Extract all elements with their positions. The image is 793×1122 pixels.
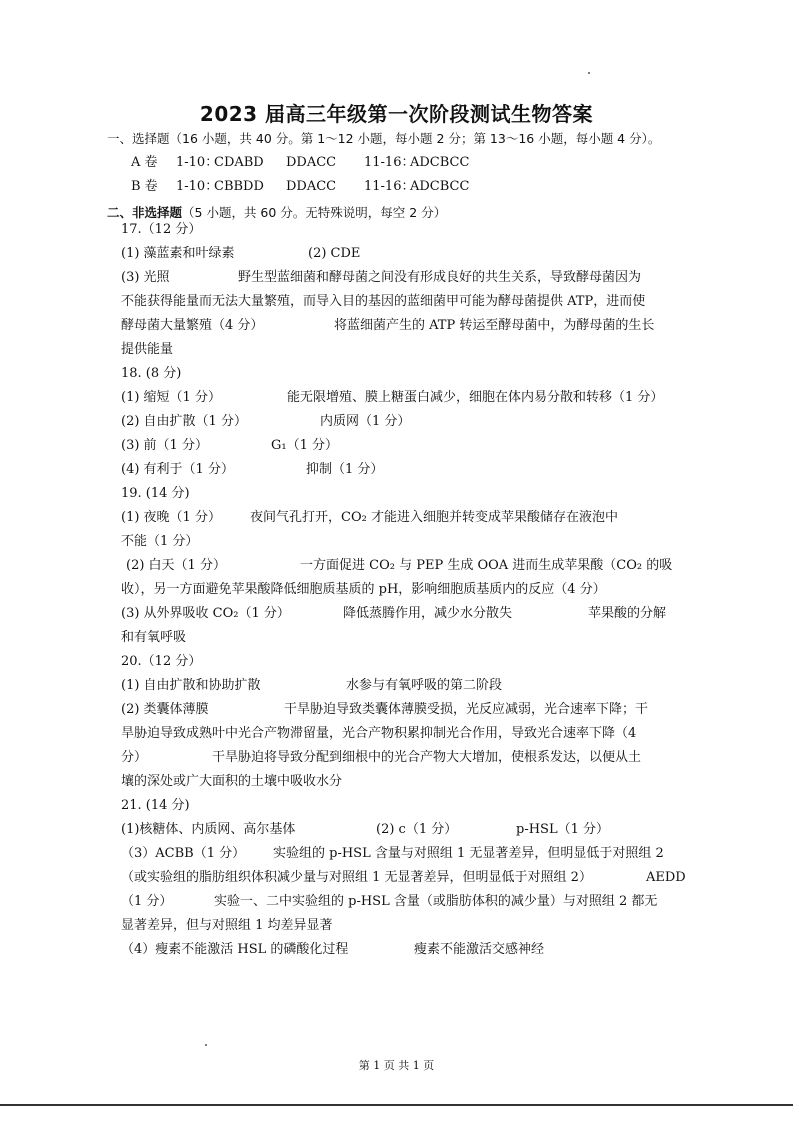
q18-answer-3a: (3) 前（1 分） — [121, 438, 208, 453]
q21-answer-3b: 实验组的 p-HSL 含量与对照组 1 无显著差异，但明显低于对照组 2 — [273, 846, 664, 861]
answer-b-set3: ADCBCC — [410, 179, 470, 194]
q20-header: 20.（12 分） — [121, 654, 202, 669]
q19-answer-1a: (1) 夜晚（1 分） — [121, 510, 221, 525]
q19-answer-2a: (2) 白天（1 分） — [126, 558, 226, 573]
section2-heading — [107, 205, 446, 221]
q18-answer-2a: (2) 自由扩散（1 分） — [121, 414, 247, 429]
q21-answer-3a: （3）ACBB（1 分） — [121, 846, 246, 861]
q20-answer-2a: (2) 类囊体薄膜 — [121, 702, 209, 717]
q17-line-4a: 酵母菌大量繁殖（4 分） — [121, 318, 264, 333]
q17-answer-3b: 野生型蓝细菌和酵母菌之间没有形成良好的共生关系，导致酵母菌因为 — [238, 270, 642, 285]
section1-heading — [107, 131, 660, 147]
q20-answer-2c: 干旱胁迫将导致分配到细根中的光合产物大大增加，使根系发达，以便从土 — [212, 750, 642, 765]
q19-answer-3c: 苹果酸的分解 — [588, 606, 667, 621]
answer-b-set2: DDACC — [286, 179, 337, 194]
bottom-rule — [0, 1104, 793, 1106]
q21-line-3b: AEDD — [646, 870, 686, 885]
q21-answer-2b: p-HSL（1 分） — [516, 822, 609, 837]
section2-heading-rest: （5 小题，共 60 分。无特殊说明，每空 2 分） — [182, 205, 447, 220]
q19-line-6: 和有氧呼吸 — [121, 630, 187, 645]
speck-mark — [588, 72, 590, 74]
q17-answer-2: (2) CDE — [308, 246, 361, 261]
q20-answer-1b: 水参与有氧呼吸的第二阶段 — [346, 678, 503, 693]
q18-answer-1b: 能无限增殖、膜上糖蛋白减少，细胞在体内易分散和转移（1 分） — [287, 390, 664, 405]
paper-a-label: A 卷 — [131, 155, 158, 170]
q17-line-4b: 将蓝细菌产生的 ATP 转运至酵母菌中，为酵母菌的生长 — [334, 318, 655, 333]
answer-a-range1: 1-10： — [176, 155, 219, 170]
q17-answer-3a: (3) 光照 — [121, 270, 170, 285]
q19-answer-3b: 降低蒸腾作用，减少水分散失 — [343, 606, 513, 621]
answer-b-range2: 11-16： — [364, 179, 415, 194]
q21-line-5: 显著差异，但与对照组 1 均差异显著 — [121, 918, 333, 933]
q17-line-3: 不能获得能量而无法大量繁殖，而导入目的基因的蓝细菌甲可能为酵母菌提供 ATP，进而使 — [121, 294, 646, 309]
q18-answer-4a: (4) 有利于（1 分） — [121, 462, 234, 477]
answer-row-b — [131, 179, 158, 195]
q18-answer-2b: 内质网（1 分） — [320, 414, 411, 429]
answer-b-set1: CBBDD — [214, 179, 264, 194]
q19-answer-3a: (3) 从外界吸收 CO₂（1 分） — [121, 606, 290, 621]
q21-line-3a: （或实验组的脂肪组织体积减少量与对照组 1 无显著差异，但明显低于对照组 2） — [121, 870, 592, 885]
q19-line-2: 不能（1 分） — [121, 534, 199, 549]
q19-line-4: 收），另一方面避免苹果酸降低细胞质基质的 pH，影响细胞质基质内的反应（4 分） — [121, 582, 606, 597]
page-title: 2023 届高三年级第一次阶段测试生物答案 — [199, 102, 594, 126]
page-footer: 第 1 页 共 1 页 — [358, 1059, 435, 1072]
q18-answer-3b: G₁（1 分） — [271, 438, 338, 453]
answer-a-set3: ADCBCC — [410, 155, 470, 170]
q20-answer-1a: (1) 自由扩散和协助扩散 — [121, 678, 261, 693]
section2-heading-label: 二、非选择题 — [107, 205, 183, 220]
section1-heading-label: 一、选择题 — [107, 131, 170, 146]
answer-row-a — [131, 155, 158, 171]
q19-answer-1b: 夜间气孔打开，CO₂ 才能进入细胞并转变成苹果酸储存在液泡中 — [250, 510, 618, 525]
q20-line-3: 旱胁迫导致成熟叶中光合产物滞留量，光合产物积累抑制光合作用，导致光合速率下降（4 — [121, 726, 637, 741]
q19-header: 19. (14 分) — [121, 486, 190, 501]
q17-answer-1: (1) 藻蓝素和叶绿素 — [121, 246, 235, 261]
q21-line-4a: （1 分） — [121, 894, 173, 909]
answer-b-range1: 1-10： — [176, 179, 219, 194]
section1-heading-rest: （16 小题，共 40 分。第 1～12 小题，每小题 2 分；第 13～16 小题，每小题 4 分）。 — [169, 131, 661, 146]
q20-line-4a: 分） — [121, 750, 148, 765]
q21-header: 21. (14 分) — [121, 798, 190, 813]
q21-answer-4b: 瘦素不能激活交感神经 — [414, 942, 545, 957]
q18-header: 18. (8 分) — [121, 366, 182, 381]
q21-answer-4a: （4）瘦素不能激活 HSL 的磷酸化过程 — [121, 942, 349, 957]
q21-line-4b: 实验一、二中实验组的 p-HSL 含量（或脂肪体积的减少量）与对照组 2 都无 — [214, 894, 658, 909]
q19-answer-2b: 一方面促进 CO₂ 与 PEP 生成 OOA 进而生成苹果酸（CO₂ 的吸 — [300, 558, 673, 573]
q21-answer-2a: (2) c（1 分） — [376, 822, 458, 837]
q17-line-5: 提供能量 — [121, 342, 174, 357]
paper-b-label: B 卷 — [131, 179, 158, 194]
answer-a-range2: 11-16： — [364, 155, 415, 170]
q17-header: 17.（12 分） — [121, 222, 202, 237]
q18-answer-4b: 抑制（1 分） — [306, 462, 384, 477]
answer-a-set1: CDABD — [214, 155, 264, 170]
q21-answer-1: (1)核糖体、内质网、高尔基体 — [121, 822, 296, 837]
answer-a-set2: DDACC — [286, 155, 337, 170]
q18-answer-1a: (1) 缩短（1 分） — [121, 390, 221, 405]
speck-mark — [205, 1044, 207, 1046]
q20-line-5: 壤的深处或广大面积的土壤中吸收水分 — [121, 774, 343, 789]
q20-answer-2b: 干旱胁迫导致类囊体薄膜受损，光反应减弱，光合速率下降；干 — [284, 702, 649, 717]
